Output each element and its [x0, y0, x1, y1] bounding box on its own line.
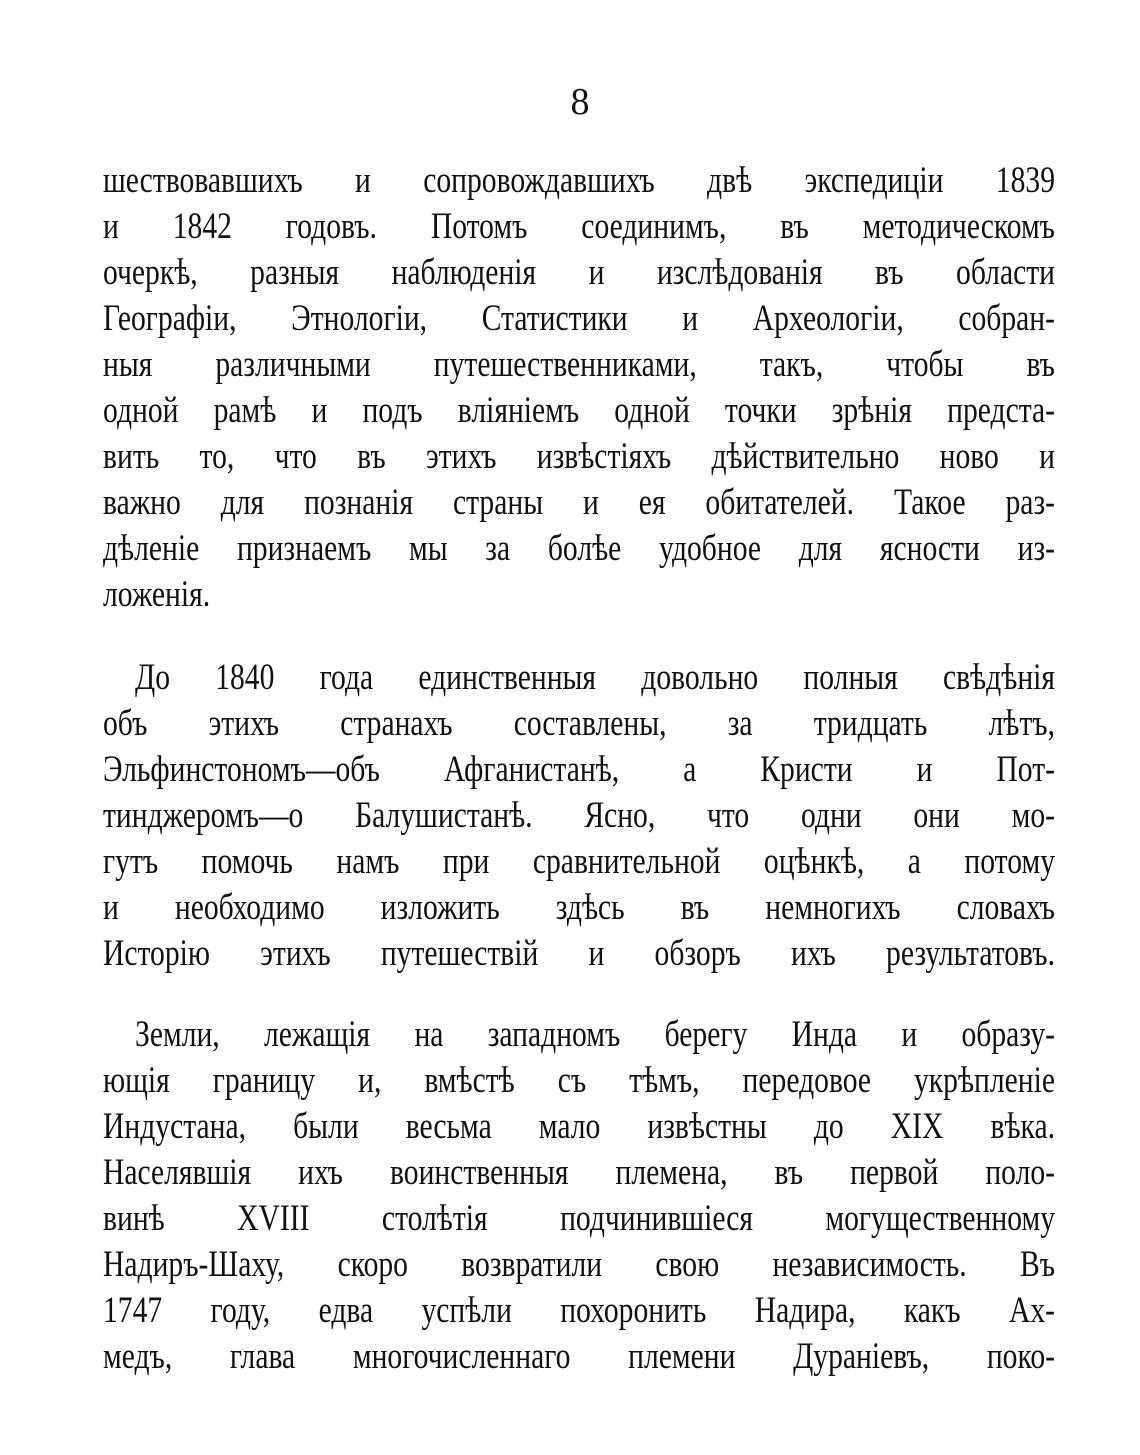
paragraph-3: [103, 1012, 1055, 1380]
text-line: и необходимо изложить здѣсь въ немногихъ словахъ: [103, 887, 1055, 928]
paragraph-1: [103, 158, 1055, 618]
text-line: ложенія.: [103, 574, 211, 615]
text-line: гутъ помочь намъ при сравнительной оцѣнкѣ, а потому: [103, 841, 1055, 882]
text-line: До 1840 года единственныя довольно полныя свѣдѣнія: [135, 657, 1055, 698]
text-line: Населявшія ихъ воинственныя племена, въ первой поло-: [103, 1152, 1055, 1193]
text-line: и 1842 годовъ. Потомъ соединимъ, въ методическомъ: [103, 206, 1055, 247]
text-line: вить то, что въ этихъ извѣстіяхъ дѣйствительно ново и: [103, 436, 1055, 477]
text-line: важно для познанія страны и ея обитателей. Такое раз-: [103, 482, 1055, 523]
text-line: ющія границу и, вмѣстѣ съ тѣмъ, передовое укрѣпленіе: [103, 1060, 1055, 1101]
text-line: винѣ XVIII столѣтія подчинившіеся могущественному: [103, 1198, 1055, 1239]
text-line: ныя различными путешественниками, такъ, чтобы въ: [103, 344, 1055, 385]
text-line: тинджеромъ—о Балушистанѣ. Ясно, что одни они мо-: [103, 795, 1055, 836]
text-line: дѣленіе признаемъ мы за болѣе удобное для ясности из-: [103, 528, 1055, 569]
text-line: Индустана, были весьма мало извѣстны до XIX вѣка.: [103, 1106, 1055, 1147]
text-line: медъ, глава многочисленнаго племени Дураніевъ, поко-: [103, 1336, 1055, 1377]
text-line: Географіи, Этнологіи, Статистики и Археологіи, собран-: [103, 298, 1055, 339]
text-line: одной рамѣ и подъ вліяніемъ одной точки зрѣнія предста-: [103, 390, 1055, 431]
text-line: Исторію этихъ путешествій и обзоръ ихъ результатовъ.: [103, 933, 1055, 974]
text-line: Земли, лежащія на западномъ берегу Инда и образу-: [135, 1014, 1055, 1055]
text-line: 1747 году, едва успѣли похоронить Надира, какъ Ах-: [103, 1290, 1055, 1331]
text-line: Надиръ-Шаху, скоро возвратили свою независимость. Въ: [103, 1244, 1055, 1285]
page-number: 8: [570, 81, 590, 123]
text-line: объ этихъ странахъ составлены, за тридцать лѣтъ,: [103, 703, 1055, 744]
text-line: Эльфинстономъ—объ Афганистанѣ, а Кристи и Пот-: [103, 749, 1055, 790]
paragraph-2: [103, 655, 1055, 977]
text-line: шествовавшихъ и сопровождавшихъ двѣ экспедиціи 1839: [103, 160, 1055, 201]
text-line: очеркѣ, разныя наблюденія и изслѣдованія въ области: [103, 252, 1055, 293]
